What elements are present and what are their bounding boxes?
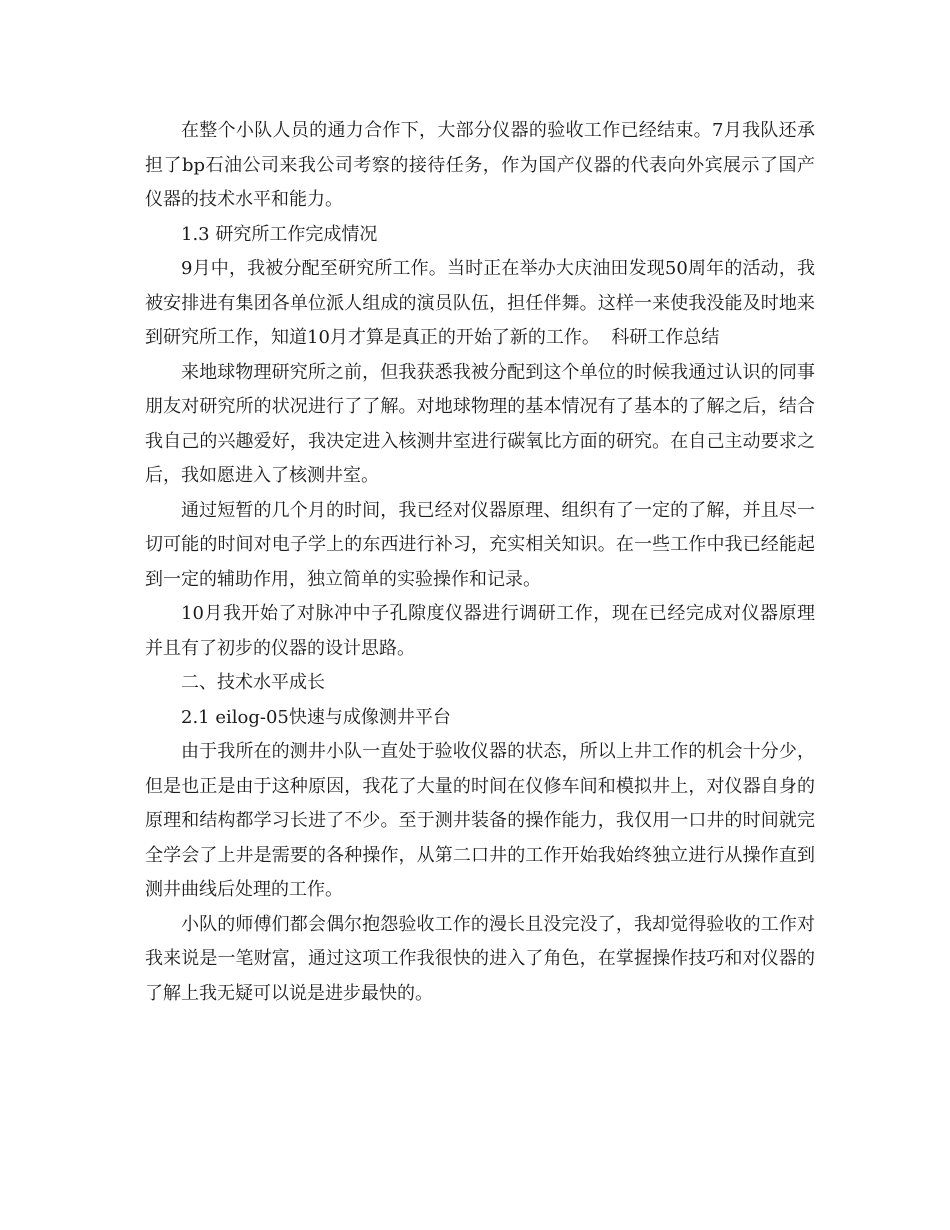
paragraph-october-research: 10月我开始了对脉冲中子孔隙度仪器进行调研工作，现在已经完成对仪器原理并且有了初步的仪器的设计思路。 [145,603,815,659]
paragraph-intro-acceptance: 在整个小队人员的通力合作下，大部分仪器的验收工作已经结束。7月我队还承担了bp石油公司来我公司考察的接待任务，作为国产仪器的代表向外宾展示了国产仪器的技术水平和能力。 [145,120,815,210]
document-body [145,114,815,1011]
paragraph-learning-progress: 通过短暂的几个月的时间，我已经对仪器原理、组织有了一定的了解，并且尽一切可能的时间对电子学上的东西进行补习，充实相关知识。在一些工作中我已经能起到一定的辅助作用，独立简单的实验操作和记录。 [145,499,815,590]
section-heading-technical-growth: 二、技术水平成长 [181,672,325,693]
paragraph-september-assignment: 9月中，我被分配至研究所工作。当时正在举办大庆油田发现50周年的活动，我被安排进有集团各单位派人组成的演员队伍，担任伴舞。这样一来使我没能及时地来到研究所工作，知道10月才算是真正的开始了新的工作。 科研工作总结 [145,258,815,348]
section-heading-2-1: 2.1 eilog-05快速与成像测井平台 [181,706,451,728]
section-heading-1-3: 1.3 研究所工作完成情况 [181,223,378,245]
paragraph-acceptance-reflection: 小队的师傅们都会偶尔抱怨验收工作的漫长且没完没了，我却觉得验收的工作对我来说是一笔财富，通过这项工作我很快的进入了角色，在掌握操作技巧和对仪器的了解上我无疑可以说是进步最快的。 [145,913,815,1004]
paragraph-institute-background: 来地球物理研究所之前，但我获悉我被分配到这个单位的时候我通过认识的同事朋友对研究所的状况进行了了解。对地球物理的基本情况有了基本的了解之后，结合我自己的兴趣爱好，我决定进入核测井室进行碳氧比方面的研究。在自己主动要求之后，我如愿进入了核测井室。 [145,361,815,486]
paragraph-well-logging-team: 由于我所在的测井小队一直处于验收仪器的状态，所以上井工作的机会十分少，但是也正是由于这种原因，我花了大量的时间在仪修车间和模拟井上，对仪器自身的原理和结构都学习长进了不少。至于测井装备的操作能力，我仅用一口井的时间就完全学会了上井是需要的各种操作，从第二口井的工作开始我始终独立进行从操作直到测井曲线后处理的工作。 [145,741,815,900]
